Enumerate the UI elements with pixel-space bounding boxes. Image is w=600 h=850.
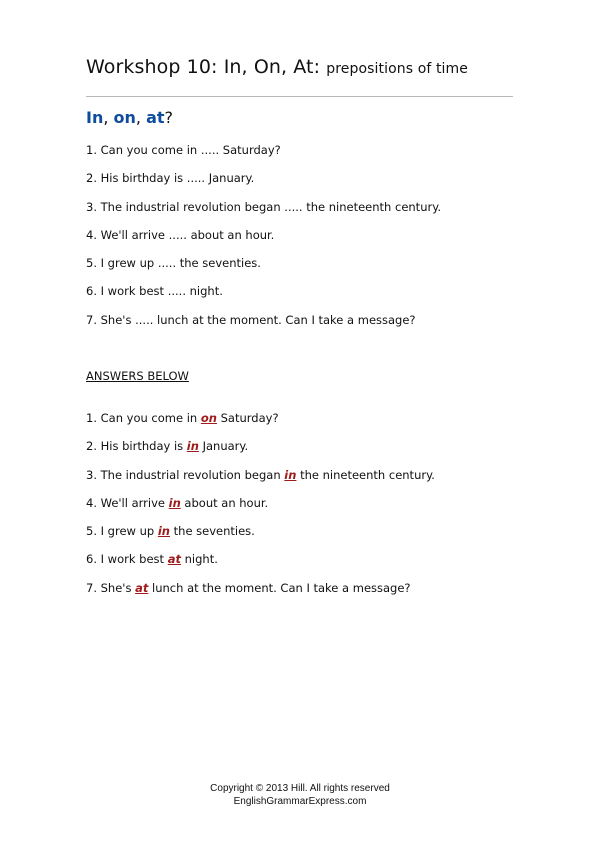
question-item: 2. His birthday is ..... January.: [86, 171, 255, 186]
question-item: 6. I work best ..... night.: [86, 284, 223, 299]
answer-text-before: 1. Can you come in: [86, 411, 201, 425]
answer-text-before: 3. The industrial revolution began: [86, 467, 285, 482]
question-item: 5. I grew up ..... the seventies.: [86, 256, 261, 271]
title-divider: [86, 96, 513, 97]
website-name: EnglishGrammarExpress.com: [233, 796, 367, 807]
answer-text-after: the seventies.: [169, 524, 255, 539]
footer: [0, 782, 600, 808]
answer-item: [86, 437, 435, 465]
answer-word: in: [284, 467, 297, 482]
heading-question-mark: ?: [164, 108, 174, 127]
answer-text-after: the nineteenth century.: [296, 467, 435, 482]
answer-text-before: 4. We'll arrive: [86, 495, 169, 510]
answer-text-before: 7. She's: [86, 580, 136, 595]
page-subtitle: prepositions of time: [326, 61, 468, 77]
answer-word: in: [168, 495, 181, 510]
question-list: [86, 141, 441, 339]
answer-item: [86, 494, 435, 522]
heading-separator: ,: [135, 108, 147, 127]
answer-word: in: [157, 524, 170, 539]
answers-heading: ANSWERS BELOW: [86, 369, 189, 383]
answer-word: in: [186, 439, 199, 454]
question-item: 3. The industrial revolution began ..... the nineteenth century.: [86, 199, 442, 214]
answer-text-after: Saturday?: [216, 411, 279, 425]
question-item: 1. Can you come in ..... Saturday?: [86, 143, 281, 157]
answer-item: [86, 409, 435, 437]
page-title-main: Workshop 10: In, On, At:: [86, 56, 321, 78]
heading-separator: ,: [103, 108, 114, 127]
heading-word-in: In: [86, 108, 104, 127]
answer-item: [86, 550, 435, 578]
answer-text-before: 2. His birthday is: [86, 439, 187, 454]
copyright-notice: Copyright © 2013 Hill. All rights reserved: [210, 783, 390, 794]
answer-item: [86, 522, 435, 550]
answer-text-before: 6. I work best: [86, 552, 168, 567]
answer-text-after: lunch at the moment. Can I take a message?: [148, 580, 411, 595]
answer-item: [86, 466, 435, 494]
question-item: 7. She's ..... lunch at the moment. Can I take a message?: [86, 312, 416, 327]
answer-item: [86, 579, 435, 607]
heading-word-at: at: [146, 108, 165, 127]
answer-word: at: [167, 552, 181, 567]
answer-word: on: [200, 411, 217, 425]
section-heading: [86, 108, 173, 127]
answer-list: [86, 409, 435, 607]
answer-text-after: January.: [198, 439, 249, 454]
answer-text-after: about an hour.: [180, 495, 269, 510]
heading-word-on: on: [113, 108, 136, 127]
question-item: 4. We'll arrive ..... about an hour.: [86, 227, 275, 242]
answer-text-after: night.: [180, 552, 218, 567]
answer-text-before: 5. I grew up: [86, 524, 158, 539]
answer-word: at: [135, 580, 149, 595]
page-title: [86, 56, 468, 78]
